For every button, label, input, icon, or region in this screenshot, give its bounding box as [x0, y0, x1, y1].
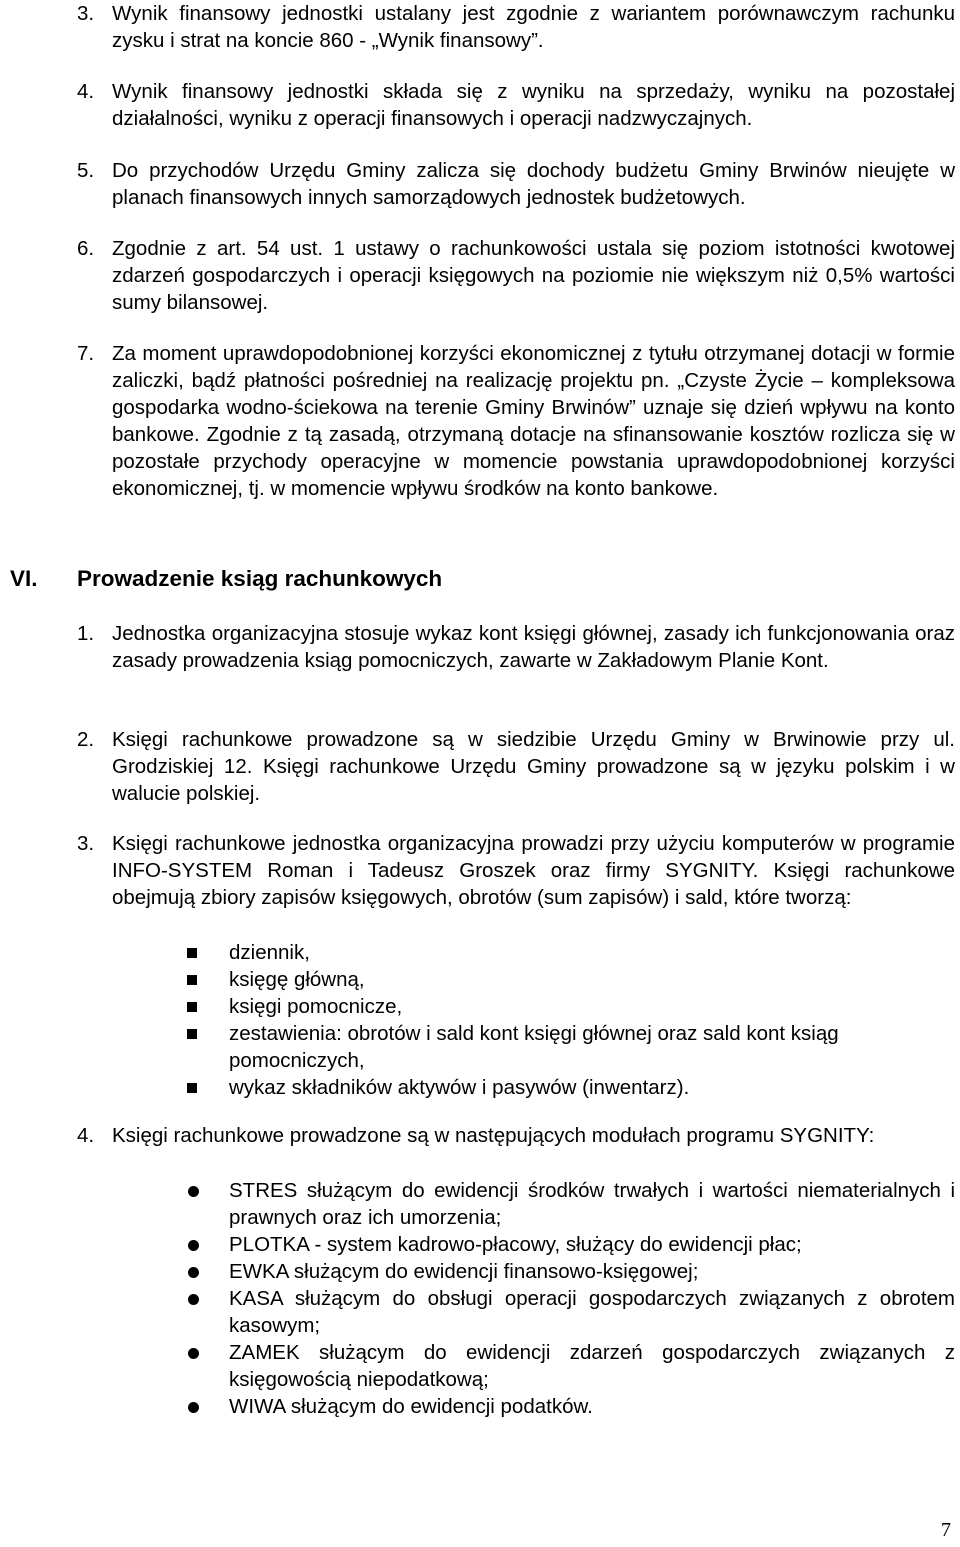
- list-item: ZAMEK służącym do ewidencji zdarzeń gospodarczych związanych z księgowością niepodatkową;: [187, 1339, 955, 1393]
- list-item-5: [77, 157, 955, 211]
- section-item-4: [77, 1122, 955, 1149]
- square-bullet-icon: [187, 975, 197, 985]
- square-bullet-icon: [187, 1029, 197, 1039]
- list-item: wykaz składników aktywów i pasywów (inwentarz).: [187, 1074, 947, 1101]
- item-text: Księgi rachunkowe jednostka organizacyjna prowadzi przy użyciu komputerów w programie INFO-SYSTEM Roman i Tadeusz Groszek oraz firmy SYGNITY. Księgi rachunkowe obejmują zbiory zapisów księgowych, obrotów (sum zapisów) i sald, które tworzą:: [112, 832, 955, 909]
- list-item: zestawienia: obrotów i sald kont księgi głównej oraz sald kont ksiąg pomocniczych,: [187, 1020, 947, 1074]
- item-number: 1.: [77, 622, 95, 645]
- item-text: Jednostka organizacyjna stosuje wykaz kont księgi głównej, zasady ich funkcjonowania oraz zasady prowadzenia ksiąg pomocniczych, zawarte w Zakładowym Planie Kont.: [112, 622, 955, 672]
- list-item: KASA służącym do obsługi operacji gospodarczych związanych z obrotem kasowym;: [187, 1285, 955, 1339]
- item-text: Księgi rachunkowe prowadzone są w siedzibie Urzędu Gminy w Brwinowie przy ul. Grodziskiej 12. Księgi rachunkowe Urzędu Gminy prowadzone są w języku polskim i w walucie polskiej.: [112, 728, 955, 805]
- item-text: Do przychodów Urzędu Gminy zalicza się dochody budżetu Gminy Brwinów nieujęte w planach finansowych innych samorządowych jednostek budżetowych.: [112, 159, 955, 209]
- square-bullet-icon: [187, 1002, 197, 1012]
- round-bullet-icon: [188, 1348, 199, 1359]
- round-bullet-icon: [188, 1186, 199, 1197]
- list-item-4: [77, 78, 955, 132]
- list-item: EWKA służącym do ewidencji finansowo-księgowej;: [187, 1258, 955, 1285]
- item-text: Wynik finansowy jednostki składa się z wyniku na sprzedaży, wyniku na pozostałej działalności, wyniku z operacji finansowych i operacji nadzwyczajnych.: [112, 80, 955, 130]
- item-number: 3.: [77, 832, 95, 855]
- list-item: PLOTKA - system kadrowo-płacowy, służący do ewidencji płac;: [187, 1231, 955, 1258]
- square-bullet-icon: [187, 948, 197, 958]
- round-bullet-icon: [188, 1402, 199, 1413]
- section-item-1: [77, 620, 955, 674]
- item-number: 4.: [77, 80, 95, 103]
- item-number: 3.: [77, 2, 95, 25]
- square-bullet-icon: [187, 1083, 197, 1093]
- round-bullet-icon: [188, 1267, 199, 1278]
- section-item-3: [77, 830, 955, 911]
- list-item-7: [77, 340, 955, 502]
- item-text: Za moment uprawdopodobnionej korzyści ekonomicznej z tytułu otrzymanej dotacji w formie zaliczki, bądź płatności pośredniej na realizację projektu pn. „Czyste Życie – kompleksowa gospodarka wodno-ściekowa na terenie Gminy Brwinów” uznaje się dzień wpływu na konto bankowe. Zgodnie z tą zasadą, otrzymaną dotacje na sfinansowanie kosztów rozlicza się w pozostałe przychody operacyjne w momencie powstania uprawdopodobnionej korzyści ekonomicznej, tj. w momencie wpływu środków na konto bankowe.: [112, 342, 955, 500]
- item-text: Wynik finansowy jednostki ustalany jest zgodnie z wariantem porównawczym rachunku zysku i strat na koncie 860 - „Wynik finansowy”.: [112, 2, 955, 52]
- list-item-3: [77, 0, 955, 54]
- item-number: 7.: [77, 342, 95, 365]
- section-title: Prowadzenie ksiąg rachunkowych: [77, 566, 443, 591]
- item-number: 5.: [77, 159, 95, 182]
- item-number: 2.: [77, 728, 95, 751]
- section-item-2: [77, 726, 955, 807]
- item-number: 6.: [77, 237, 95, 260]
- item-text: Zgodnie z art. 54 ust. 1 ustawy o rachunkowości ustala się poziom istotności kwotowej zdarzeń gospodarczych i operacji księgowych na poziomie nie większym niż 0,5% wartości sumy bilansowej.: [112, 237, 955, 314]
- list-item: dziennik,: [187, 939, 947, 966]
- page-number: 7: [941, 1519, 951, 1541]
- list-item: WIWA służącym do ewidencji podatków.: [187, 1393, 955, 1420]
- round-bullet-icon: [188, 1294, 199, 1305]
- square-bullet-list: [187, 939, 947, 1101]
- list-item: księgi pomocnicze,: [187, 993, 947, 1020]
- round-bullet-list: [187, 1177, 955, 1420]
- item-number: 4.: [77, 1124, 95, 1147]
- item-text: Księgi rachunkowe prowadzone są w następujących modułach programu SYGNITY:: [112, 1124, 875, 1147]
- section-number: VI.: [10, 566, 38, 591]
- list-item: księgę główną,: [187, 966, 947, 993]
- list-item-6: [77, 235, 955, 316]
- round-bullet-icon: [188, 1240, 199, 1251]
- list-item: STRES służącym do ewidencji środków trwałych i wartości niematerialnych i prawnych oraz ich umorzenia;: [187, 1177, 955, 1231]
